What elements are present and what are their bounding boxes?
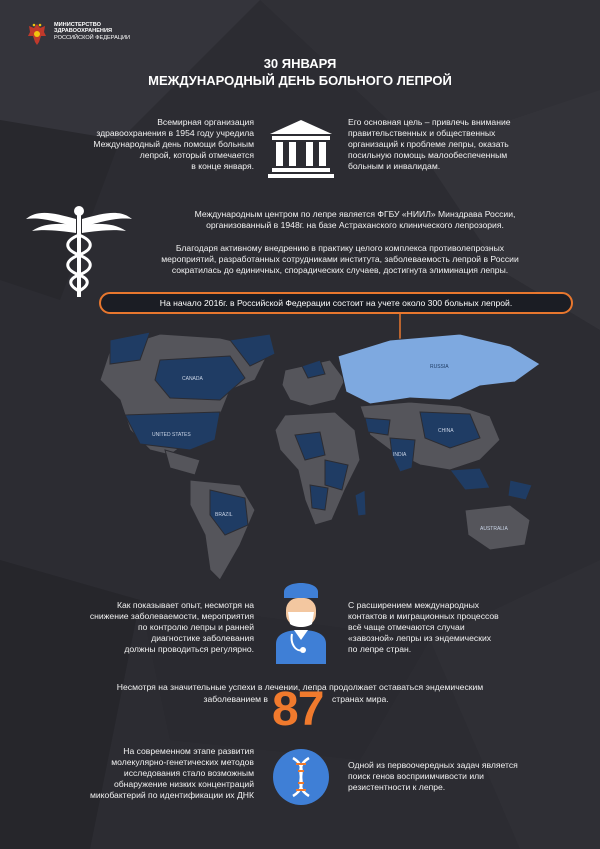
text-block-3: Международным центром по лепре является ФГБУ «НИИЛ» Минздрава России, организованный в 1948г. на базе Астраханского клинического лепрозория. [194,209,516,230]
highlight-text: На начало 2016г. в Российской Федерации состоит на учете около 300 больных лепрой. [159,298,513,308]
header-date: 30 ЯНВАРЯ [263,56,337,71]
doctor-icon [272,578,330,664]
world-map [70,320,550,590]
text-block-1: Всемирная организация здравоохранения в 1954 году учредила Международный день помощи больным лепрой, который отмечается в конце января. [93,117,254,171]
text-block-2: Его основная цель – привлечь внимание правительственных и общественных организаций к проблеме лепры, оказать посильную помощь малообеспеченным больным и инвалидам. [348,117,511,171]
map-label-india: INDIA [393,452,407,458]
map-label-china: CHINA [438,428,454,434]
text-block-5: Как показывает опыт, несмотря на снижение заболеваемости, мероприятия по контролю лепры и ранней диагностике заболевания должны проводиться регулярно. [89,600,254,654]
map-label-usa: UNITED STATES [152,432,191,438]
text-block-6: С расширением международных контактов и миграционных процессов всё чаще отмечаются случаи «завозной» лепры из эндемических по лепре стран. [348,600,499,654]
header-title: МЕЖДУНАРОДНЫЙ ДЕНЬ БОЛЬНОГО ЛЕПРОЙ [148,73,452,88]
text-block-8: На современном этапе развития молекулярно-генетических методов исследования стало возможным обнаружение низких концентраций микобактерий по идентификации их ДНК [89,746,254,800]
map-label-brazil: BRAZIL [215,512,233,518]
map-label-canada: CANADA [182,376,203,382]
text-block-7-right: странах мира. [332,694,389,704]
map-label-russia: RUSSIA [430,364,449,370]
text-block-7-left: заболеванием в [203,694,268,704]
dna-icon [272,748,330,806]
text-block-7-line1: Несмотря на значительные успехи в лечении, лепра продолжает оставаться эндемическим [116,682,484,692]
map-label-australia: AUSTRALIA [480,526,508,532]
text-block-4: Благодаря активному внедрению в практику целого комплекса противолепрозных мероприятий, разработанных сотрудниками института, заболеваемость лепрой в России сократилась до единичных, спорадических случаев, достигнута элиминация лепры. [161,243,519,275]
double-headed-eagle-icon [26,22,48,46]
ministry-logo [26,22,144,46]
usa-shape [125,412,220,450]
ministry-name: МИНИСТЕРСТВО ЗДРАВООХРАНЕНИЯ РОССИЙСКОЙ ФЕДЕРАЦИИ [54,22,131,41]
endemic-countries-number: 87 [272,683,324,736]
text-block-9: Одной из первоочередных задач является поиск генов восприимчивости или резистентности к лепре. [348,760,518,792]
government-building-icon [266,118,336,180]
